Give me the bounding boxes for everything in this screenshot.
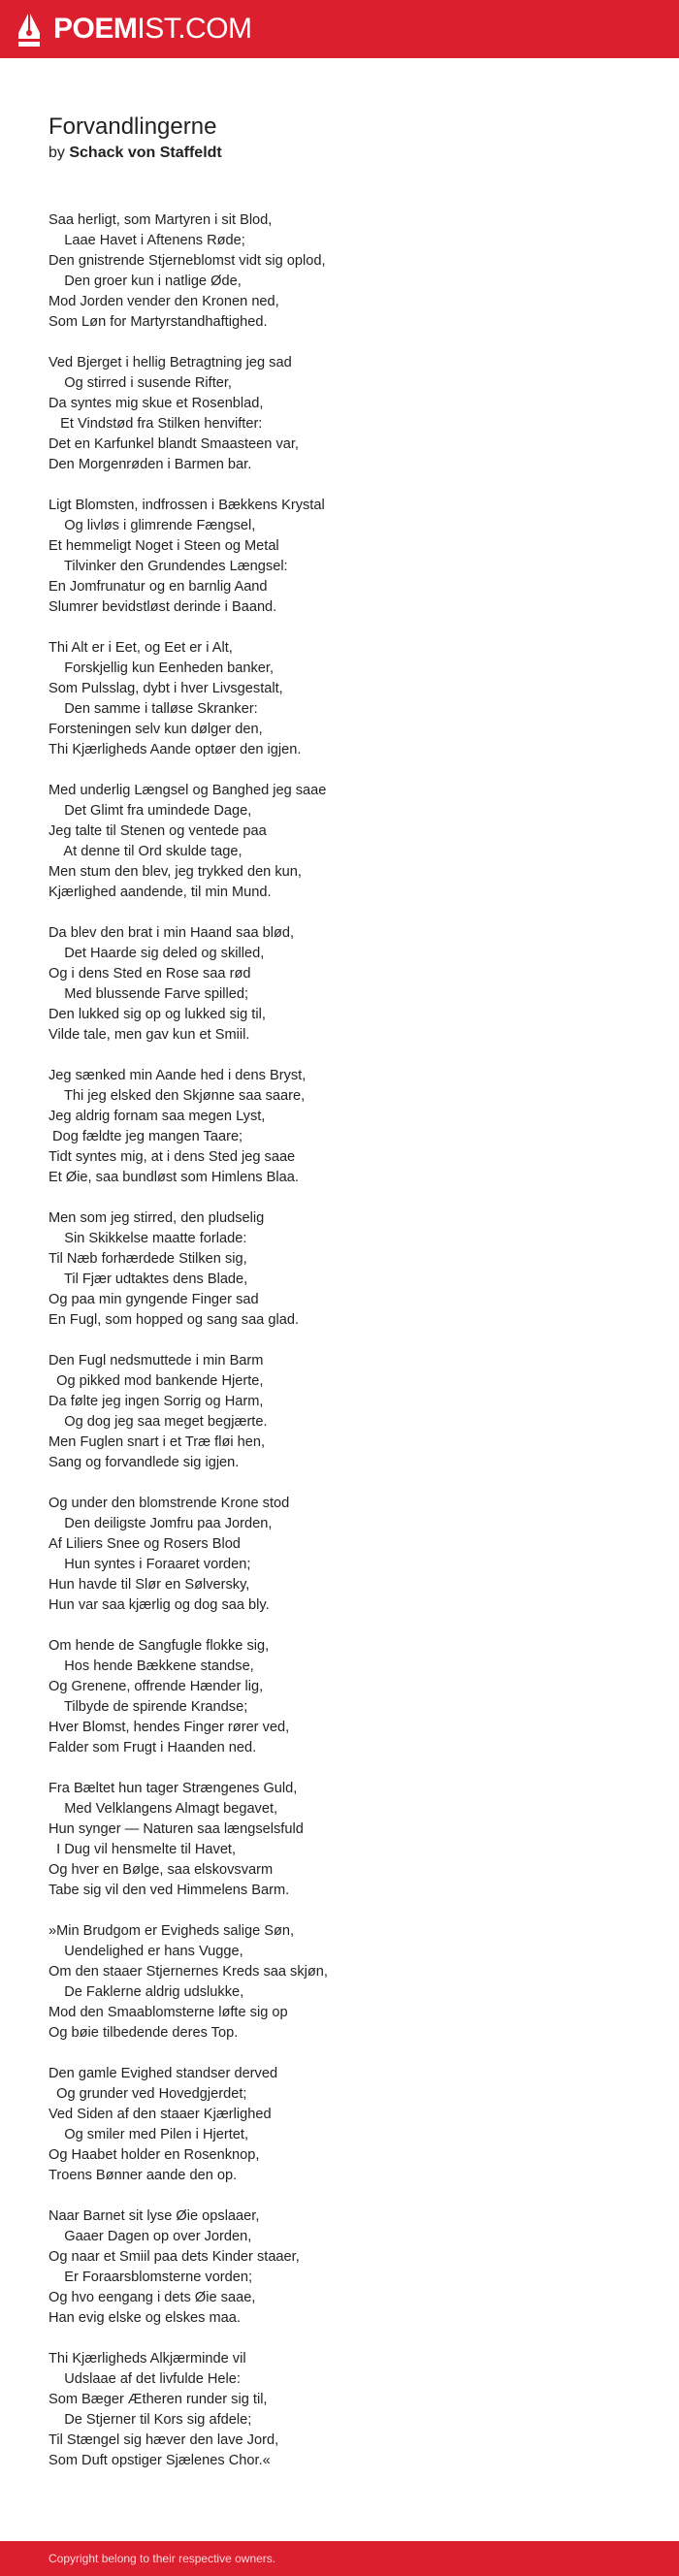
poem-line: Men stum den blev, jeg trykked den kun, — [48, 864, 302, 880]
poem-line: Om den staaer Stjernernes Kreds saa skjøn, — [48, 1964, 328, 1980]
poem-line: Da blev den brat i min Haand saa blød, — [48, 925, 295, 941]
poem-stanza — [48, 210, 650, 333]
poem-line: Det Haarde sig deled og skilled, — [48, 946, 265, 961]
poem-line: Den Morgenrøden i Barmen bar. — [48, 457, 252, 472]
poem-line: De Stjerner til Kors sig afdele; — [48, 2412, 252, 2428]
poem-line: Mod den Smaablomsterne løfte sig op — [48, 2005, 288, 2020]
poem-stanza — [48, 1921, 650, 2044]
poem-line: Thi Kjærligheds Alkjærminde vil — [48, 2351, 246, 2367]
poem-line: Med blussende Farve spilled; — [48, 986, 249, 1002]
site-footer — [0, 2541, 679, 2576]
poem-line: Det en Karfunkel blandt Smaasteen var, — [48, 436, 299, 452]
poem-line: Og bøie tilbedende deres Top. — [48, 2025, 239, 2041]
poem-line: En Jomfrunatur og en barnlig Aand — [48, 579, 268, 595]
poem-line: Men som jeg stirred, den pludselig — [48, 1210, 265, 1226]
poem-line: Han evig elske og elskes maa. — [48, 2310, 241, 2326]
poem-line: Er Foraarsblomsterne vorden; — [48, 2270, 253, 2285]
poem-stanza — [48, 781, 650, 903]
copyright-notice: Copyright belong to their respective owners. — [48, 2552, 276, 2565]
poem-stanza — [48, 1494, 650, 1616]
poem-line: Og livløs i glimrende Fængsel, — [48, 518, 256, 533]
poem-line: Saa herligt, som Martyren i sit Blod, — [48, 212, 273, 228]
poem-line: Den samme i talløse Skranker: — [48, 701, 258, 717]
poem-line: Hos hende Bækkene standse, — [48, 1658, 254, 1674]
poem-line: Tilvinker den Grundendes Længsel: — [48, 559, 288, 574]
poem-title: Forvandlingerne — [48, 113, 217, 140]
poem-line: De Faklerne aldrig udslukke, — [48, 1984, 244, 2000]
poem-line: Den gnistrende Stjerneblomst vidt sig oplod, — [48, 253, 326, 269]
poem-line: Men Fuglen snart i et Træ fløi hen, — [48, 1434, 266, 1450]
poem-line: Tidt syntes mig, at i dens Sted jeg saae — [48, 1149, 296, 1165]
poem-line: Ligt Blomsten, indfrossen i Bækkens Krystal — [48, 498, 325, 513]
poem-line: Den gamle Evighed standser derved — [48, 2066, 278, 2081]
poem-line: Uendelighed er hans Vugge, — [48, 1944, 243, 1959]
poem-stanza — [48, 923, 650, 1046]
poem-line: Til Stængel sig hæver den lave Jord, — [48, 2432, 279, 2448]
poem-line: En Fugl, som hopped og sang saa glad. — [48, 1312, 299, 1328]
poem-line: Troens Bønner aande den op. — [48, 2168, 238, 2183]
poem-byline — [48, 144, 222, 163]
poem-stanza — [48, 353, 650, 475]
poem-line: Da syntes mig skue et Rosenblad, — [48, 396, 264, 411]
poem-line: I Dug vil hensmelte til Havet, — [48, 1842, 237, 1857]
poem-line: Mod Jorden vender den Kronen ned, — [48, 294, 279, 309]
poem-line: Ved Bjerget i hellig Betragtning jeg sad — [48, 355, 292, 370]
logo-text-bold: POEM — [53, 13, 138, 45]
poem-stanza — [48, 1208, 650, 1331]
poem-line: »Min Brudgom er Evigheds salige Søn, — [48, 1923, 295, 1939]
poem-line: Naar Barnet sit lyse Øie opslaaer, — [48, 2208, 260, 2224]
poem-line: Slumrer bevidstløst derinde i Baand. — [48, 599, 277, 615]
poem-line: Og dog jeg saa meget begjærte. — [48, 1414, 268, 1430]
poem-stanza — [48, 1779, 650, 1901]
poem-line: Med underlig Længsel og Banghed jeg saae — [48, 783, 327, 798]
poem-line: Ved Siden af den staaer Kjærlighed — [48, 2107, 272, 2122]
poem-stanza — [48, 2064, 650, 2186]
poem-line: Kjærlighed aandende, til min Mund. — [48, 885, 272, 900]
pen-nib-icon — [15, 10, 44, 48]
poem-stanza — [48, 638, 650, 760]
poem-line: Jeg aldrig fornam saa megen Lyst, — [48, 1109, 266, 1124]
poem-line: Og hvo eengang i dets Øie saae, — [48, 2290, 256, 2305]
site-logo[interactable] — [15, 10, 252, 48]
poem-line: Med Velklangens Almagt begavet, — [48, 1801, 278, 1817]
poem-line: Og Haabet holder en Rosenknop, — [48, 2147, 260, 2163]
poem-line: Thi jeg elsked den Skjønne saa saare, — [48, 1088, 306, 1104]
poem-line: Og i dens Sted en Rose saa rød — [48, 966, 251, 982]
poem-line: Til Fjær udtaktes dens Blade, — [48, 1272, 248, 1287]
poem-line: Tabe sig vil den ved Himmelens Barm. — [48, 1883, 290, 1898]
by-label: by — [48, 145, 65, 161]
poem-line: Og hver en Bølge, saa elskovsvarm — [48, 1862, 274, 1878]
poem-line: Det Glimt fra umindede Dage, — [48, 803, 252, 819]
logo-text-light: IST.COM — [137, 13, 252, 45]
poem-line: Tilbyde de spirende Krandse; — [48, 1699, 248, 1715]
poem-line: Hun syntes i Foraaret vorden; — [48, 1557, 251, 1572]
poem-stanza — [48, 1351, 650, 1473]
poem-line: Hun var saa kjærlig og dog saa bly. — [48, 1597, 270, 1613]
poem-line: Om hende de Sangfugle flokke sig, — [48, 1638, 270, 1654]
poem-line: Og smiler med Pilen i Hjertet, — [48, 2127, 248, 2142]
logo-text — [53, 10, 252, 48]
poem-line: Gaaer Dagen op over Jorden, — [48, 2229, 252, 2244]
poem-line: Den deiligste Jomfru paa Jorden, — [48, 1516, 273, 1531]
poem-line: Vilde tale, men gav kun et Smiil. — [48, 1027, 250, 1043]
poem-line: Og Grenene, offrende Hænder lig, — [48, 1679, 264, 1694]
poem-line: Da følte jeg ingen Sorrig og Harm, — [48, 1394, 264, 1409]
poem-line: Som Bæger Ætheren runder sig til, — [48, 2392, 268, 2407]
poem-line: Forskjellig kun Eenheden banker, — [48, 660, 275, 676]
poem-line: Laae Havet i Aftenens Røde; — [48, 233, 245, 248]
poem-line: Og grunder ved Hovedgjerdet; — [48, 2086, 247, 2102]
poem-stanza — [48, 2349, 650, 2471]
poem-line: Af Liliers Snee og Rosers Blod — [48, 1536, 241, 1552]
poem-line: Udslaae af det livfulde Hele: — [48, 2371, 241, 2387]
poem-line: Til Næb forhærdede Stilken sig, — [48, 1251, 247, 1267]
poem-stanza — [48, 1636, 650, 1758]
poem-line: Jeg talte til Stenen og ventede paa — [48, 823, 267, 839]
poem-line: Og paa min gyngende Finger sad — [48, 1292, 259, 1307]
poem-line: Som Duft opstiger Sjælenes Chor.« — [48, 2453, 271, 2468]
poem-line: Og naar et Smiil paa dets Kinder staaer, — [48, 2249, 300, 2265]
poem-line: Thi Kjærligheds Aande optøer den igjen. — [48, 742, 302, 757]
poem-line: Forsteningen selv kun dølger den, — [48, 722, 263, 737]
poem-line: Og under den blomstrende Krone stod — [48, 1496, 290, 1511]
poem-line: Som Pulsslag, dybt i hver Livsgestalt, — [48, 681, 283, 696]
poem-line: At denne til Ord skulde tage, — [48, 844, 242, 859]
poem-line: Hver Blomst, hendes Finger rører ved, — [48, 1720, 290, 1735]
poem-line: Hun synger — Naturen saa længselsfuld — [48, 1821, 304, 1837]
poem-line: Sang og forvandlede sig igjen. — [48, 1455, 240, 1470]
author-link[interactable]: Schack von Staffeldt — [69, 145, 222, 161]
poem-body — [48, 210, 650, 2492]
poem-line: Hun havde til Slør en Sølversky, — [48, 1577, 250, 1593]
poem-stanza — [48, 2206, 650, 2329]
poem-line: Falder som Frugt i Haanden ned. — [48, 1740, 257, 1755]
poem-line: Dog fældte jeg mangen Taare; — [48, 1129, 243, 1144]
poem-line: Thi Alt er i Eet, og Eet er i Alt, — [48, 640, 233, 656]
poem-stanza — [48, 1066, 650, 1188]
poem-line: Et hemmeligt Noget i Steen og Metal — [48, 538, 279, 554]
poem-line: Jeg sænked min Aande hed i dens Bryst, — [48, 1068, 307, 1083]
poem-line: Den lukked sig op og lukked sig til, — [48, 1007, 266, 1022]
poem-line: Den groer kun i natlige Øde, — [48, 274, 242, 289]
poem-line: Den Fugl nedsmuttede i min Barm — [48, 1353, 264, 1368]
poem-line: Sin Skikkelse maatte forlade: — [48, 1231, 247, 1246]
poem-stanza — [48, 496, 650, 618]
poem-line: Og stirred i susende Rifter, — [48, 375, 232, 391]
poem-line: Et Øie, saa bundløst som Himlens Blaa. — [48, 1170, 299, 1185]
site-header — [0, 0, 679, 58]
poem-line: Som Løn for Martyrstandhaftighed. — [48, 314, 268, 330]
poem-line: Et Vindstød fra Stilken henvifter: — [48, 416, 263, 432]
poem-line: Og pikked mod bankende Hjerte, — [48, 1373, 264, 1389]
poem-line: Fra Bæltet hun tager Strængenes Guld, — [48, 1781, 298, 1796]
